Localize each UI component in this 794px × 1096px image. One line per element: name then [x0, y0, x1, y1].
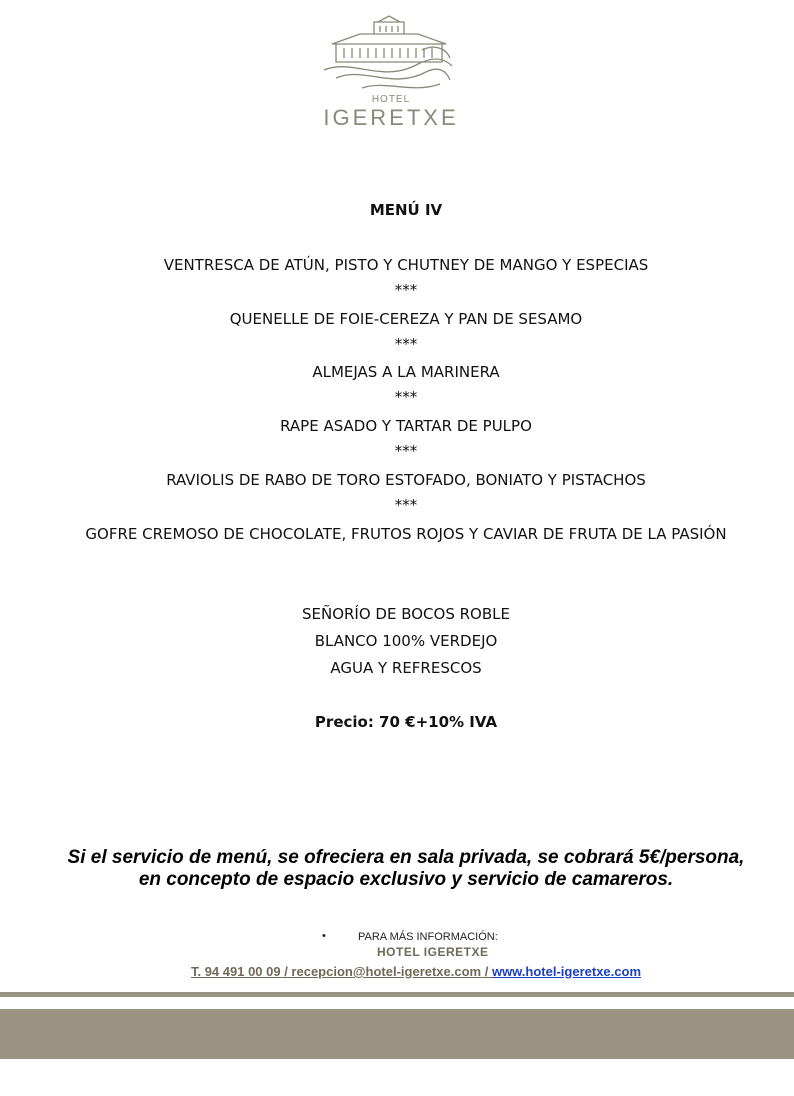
- menu-dish-2: QUENELLE DE FOIE-CEREZA Y PAN DE SESAMO: [229, 310, 583, 328]
- contact-line: [0, 964, 794, 979]
- menu-dish-3: ALMEJAS A LA MARINERA: [312, 363, 500, 381]
- menu-title: MENÚ IV: [369, 201, 443, 219]
- menu-drink-1: SEÑORÍO DE BOCOS ROBLE: [301, 605, 510, 623]
- menu-dish-5: RAVIOLIS DE RABO DE TORO ESTOFADO, BONIATO Y PISTACHOS: [166, 471, 646, 489]
- menu-separator: ***: [394, 496, 418, 514]
- private-room-notice-line-1: Si el servicio de menú, se ofreciera en sala privada, se cobrará 5€/persona,: [67, 847, 745, 868]
- contact-phone-email-link[interactable]: T. 94 491 00 09 / recepcion@hotel-igeretxe.com /: [190, 964, 492, 979]
- menu-separator: ***: [394, 281, 418, 299]
- info-label: PARA MÁS INFORMACIÓN:: [358, 931, 498, 943]
- private-room-notice-line-2: en concepto de espacio exclusivo y servicio de camareros.: [138, 869, 674, 890]
- menu-price: Precio: 70 €+10% IVA: [314, 713, 498, 731]
- menu-drink-2: BLANCO 100% VERDEJO: [314, 632, 498, 650]
- menu-dish-6: GOFRE CREMOSO DE CHOCOLATE, FRUTOS ROJOS Y CAVIAR DE FRUTA DE LA PASIÓN: [85, 525, 727, 543]
- bullet-icon: •: [322, 930, 326, 942]
- menu-separator: ***: [394, 442, 418, 460]
- menu-dish-4: RAPE ASADO Y TARTAR DE PULPO: [280, 417, 532, 435]
- menu-separator: ***: [394, 335, 418, 353]
- hotel-logo: [316, 14, 466, 130]
- menu-dish-1: VENTRESCA DE ATÚN, PISTO Y CHUTNEY DE MANGO Y ESPECIAS: [163, 256, 649, 274]
- menu-drink-3: AGUA Y REFRESCOS: [330, 659, 482, 677]
- footer-band: [0, 1009, 794, 1059]
- website-link[interactable]: www.hotel-igeretxe.com: [491, 964, 642, 979]
- menu-separator: ***: [394, 388, 418, 406]
- footer-divider: [0, 992, 794, 997]
- hotel-building-icon: [322, 14, 456, 96]
- footer-hotel-name: HOTEL IGERETXE: [377, 945, 489, 959]
- logo-hotel-name: IGERETXE: [323, 105, 459, 130]
- logo-hotel-label: HOTEL: [371, 94, 411, 105]
